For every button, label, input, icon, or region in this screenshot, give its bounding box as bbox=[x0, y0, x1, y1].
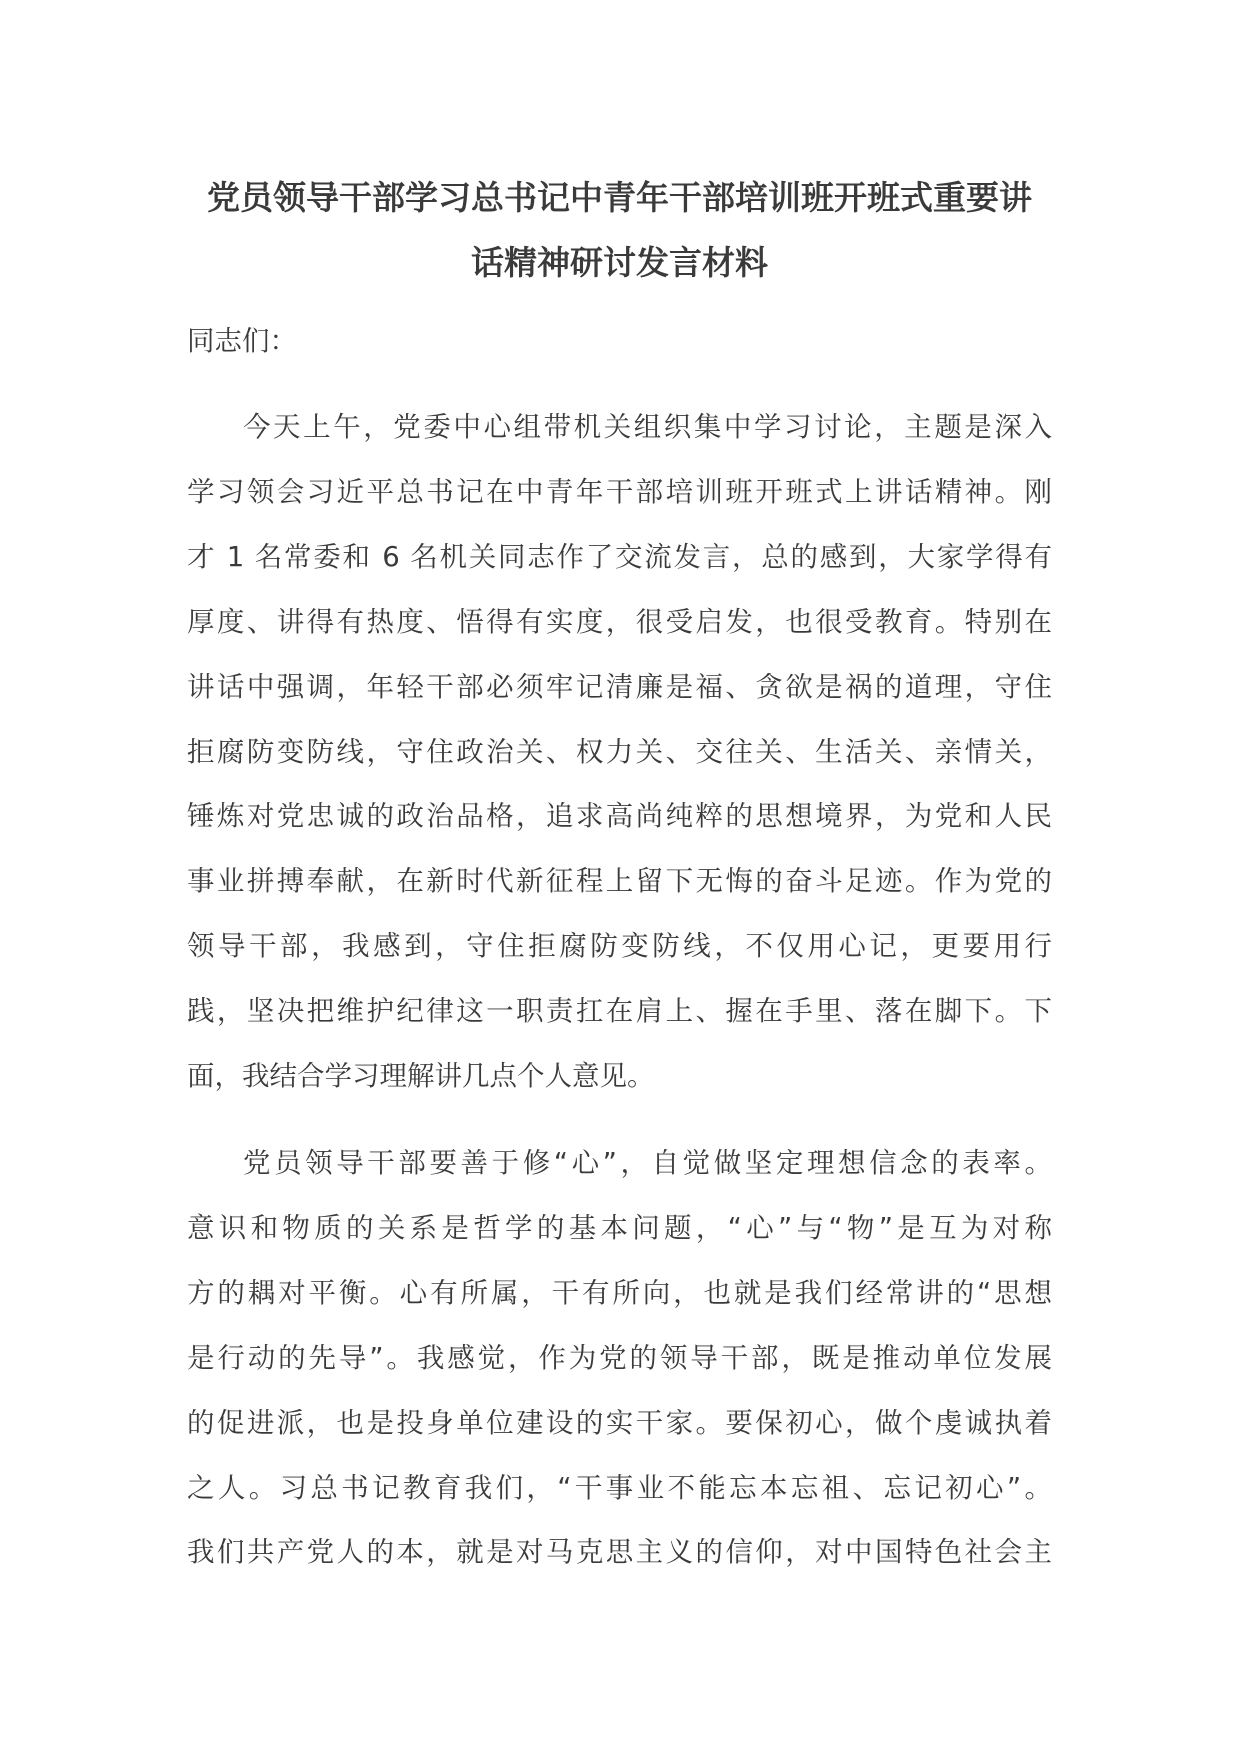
paragraph-line: 厚度、讲得有热度、悟得有实度，很受启发，也很受教育。特别在 bbox=[187, 605, 1052, 638]
title-line: 党员领导干部学习总书记中青年干部培训班开班式重要讲 bbox=[207, 178, 1032, 217]
document-title bbox=[187, 165, 1052, 295]
paragraph-line: 今天上午，党委中心组带机关组织集中学习讨论，主题是深入 bbox=[243, 411, 1052, 443]
paragraph-line: 之人。习总书记教育我们，“干事业不能忘本忘祖、忘记初心”。 bbox=[187, 1471, 1052, 1504]
paragraph-line: 学习领会习近平总书记在中青年干部培训班开班式上讲话精神。刚 bbox=[187, 475, 1052, 508]
paragraph-line: 的促进派，也是投身单位建设的实干家。要保初心，做个虔诚执着 bbox=[187, 1406, 1052, 1439]
paragraph-line: 面，我结合学习理解讲几点个人意见。 bbox=[187, 1060, 655, 1093]
title-line: 话精神研讨发言材料 bbox=[471, 243, 768, 282]
paragraph-line: 党员领导干部要善于修“心”，自觉做坚定理想信念的表率。 bbox=[243, 1146, 1052, 1179]
paragraph-line: 事业拼搏奉献，在新时代新征程上留下无悔的奋斗足迹。作为党的 bbox=[187, 865, 1052, 898]
paragraph-1 bbox=[187, 395, 1052, 1109]
paragraph-line: 才 1 名常委和 6 名机关同志作了交流发言，总的感到，大家学得有 bbox=[187, 540, 1052, 573]
paragraph-line: 是行动的先导”。我感觉，作为党的领导干部，既是推动单位发展 bbox=[187, 1341, 1052, 1374]
paragraph-line: 践，坚决把维护纪律这一职责扛在肩上、握在手里、落在脚下。下 bbox=[187, 995, 1052, 1028]
paragraph-line: 讲话中强调，年轻干部必须牢记清廉是福、贪欲是祸的道理，守住 bbox=[187, 670, 1052, 703]
paragraph-line: 意识和物质的关系是哲学的基本问题，“心”与“物”是互为对称 bbox=[187, 1211, 1052, 1244]
document-body bbox=[187, 165, 1052, 1585]
salutation: 同志们： bbox=[187, 325, 297, 357]
paragraph-line: 领导干部，我感到，守住拒腐防变防线，不仅用心记，更要用行 bbox=[187, 930, 1052, 963]
paragraph-line: 方的耦对平衡。心有所属，干有所向，也就是我们经常讲的“思想 bbox=[187, 1276, 1052, 1309]
paragraph-line: 锤炼对党忠诚的政治品格，追求高尚纯粹的思想境界，为党和人民 bbox=[187, 800, 1052, 833]
paragraph-line: 拒腐防变防线，守住政治关、权力关、交往关、生活关、亲情关， bbox=[187, 735, 1052, 768]
paragraph-line: 我们共产党人的本，就是对马克思主义的信仰，对中国特色社会主 bbox=[187, 1536, 1052, 1569]
paragraph-2 bbox=[187, 1131, 1052, 1585]
